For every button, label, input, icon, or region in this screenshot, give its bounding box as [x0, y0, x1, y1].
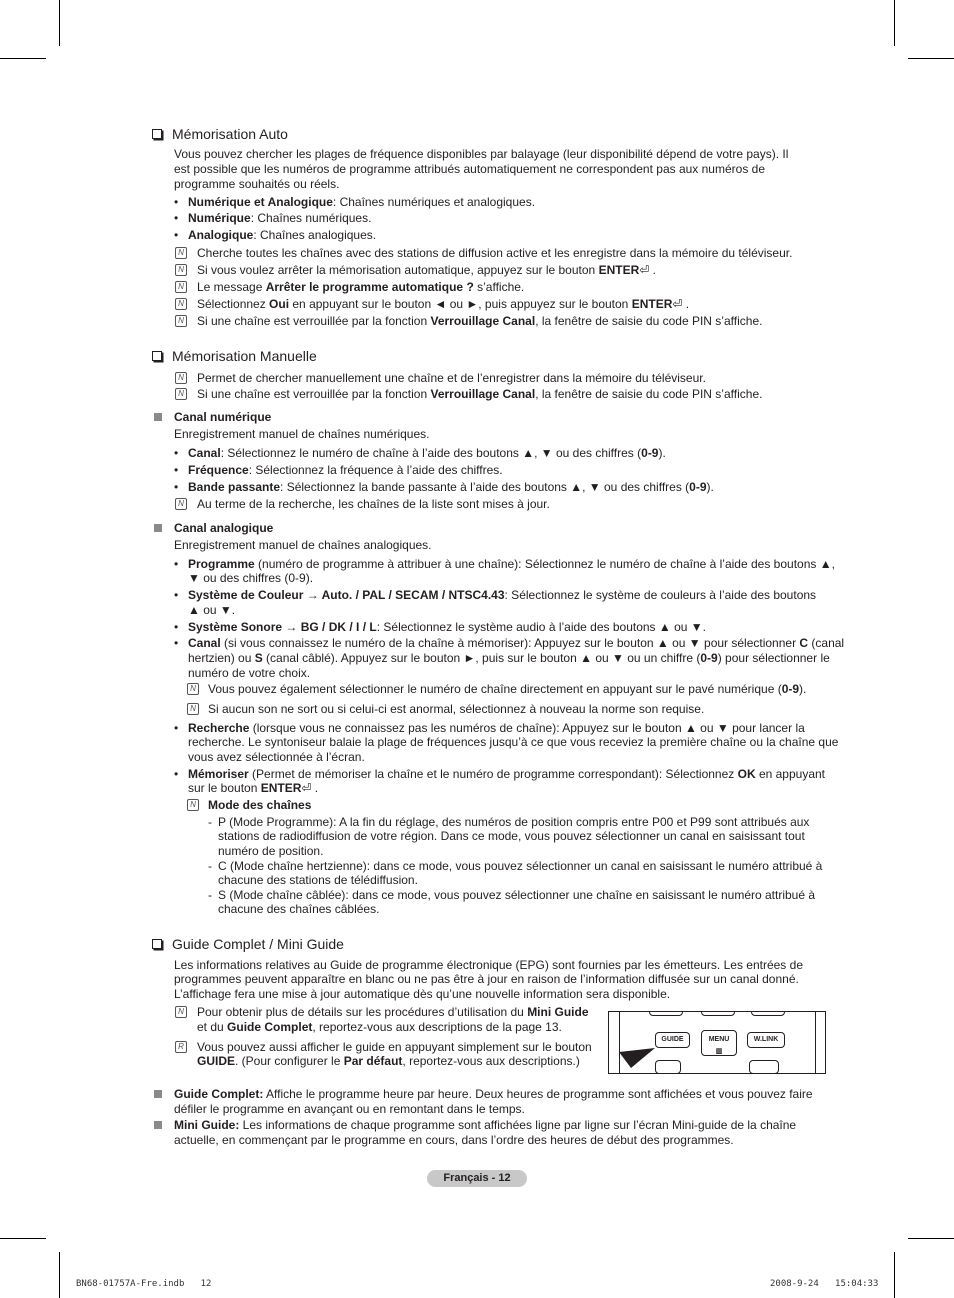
crop-mark [0, 58, 46, 59]
digital-bullet: • Fréquence: Sélectionnez la fréquence à l’aide des chiffres. [188, 463, 503, 478]
auto-note: Si vous voulez arrêter la mémorisation automatique, appuyez sur le bouton ENTER⏎ . [197, 263, 656, 277]
analog-text: recherche. Le syntoniseur balaie la plage de fréquences jusqu’à ce que vous receviez la première chaîne ou la chaîne que [188, 735, 839, 749]
mini-guide-text: actuelle, en commençant par le programme en cours, dans l’ordre des heures de début des programmes. [174, 1133, 734, 1147]
remote-body-right [815, 1011, 822, 1074]
remote-illustration [608, 1011, 826, 1074]
note-icon: N [187, 703, 199, 715]
menu-icon: ▥ [715, 1048, 723, 1055]
mode-dash: - [208, 888, 212, 902]
section-title-guide: Guide Complet / Mini Guide [152, 936, 344, 952]
note-icon: N [175, 247, 187, 259]
remote-note-icon: R [175, 1041, 187, 1053]
analog-desc: Enregistrement manuel de chaînes analogiques. [174, 538, 432, 552]
checkbox-square-icon [152, 129, 162, 139]
note-icon: N [175, 388, 187, 400]
mode-text: P (Mode Programme): A la fin du réglage, des numéros de position compris entre P00 et P99 sont attribués aux [218, 815, 810, 829]
mode-text: chacune des chaînes câblées. [218, 902, 380, 916]
auto-note: Cherche toutes les chaînes avec des stations de diffusion active et les enregistre dans la mémoire du téléviseur. [197, 246, 793, 260]
analog-title: Canal analogique [174, 521, 274, 535]
note-icon: N [175, 315, 187, 327]
digital-bullet: • Bande passante: Sélectionnez la bande passante à l’aide des boutons ▲, ▼ ou des chiffres (0-9). [188, 480, 714, 495]
guide-text: L’affichage fera une mise à jour automatique dès qu’une nouvelle information sera disponible. [174, 987, 671, 1001]
menu-button: MENU ▥ [701, 1030, 737, 1056]
guide-note: Pour obtenir plus de détails sur les procédures d’utilisation du Mini Guide [197, 1005, 589, 1019]
remote-button-top [751, 1011, 785, 1016]
analog-text: numéro de votre choix. [188, 666, 311, 680]
auto-note: Le message Arrêter le programme automatique ? s’affiche. [197, 280, 525, 294]
checkbox-square-icon [152, 351, 162, 361]
analog-text: ▲ ou ▼. [188, 603, 236, 617]
note-icon: N [187, 683, 199, 695]
guide-note: GUIDE. (Pour configurer le Par défaut, reportez-vous aux descriptions.) [197, 1054, 580, 1068]
crop-mark [908, 58, 954, 59]
guide-text: Les informations relatives au Guide de programme électronique (EPG) sont fournies par les émetteurs. Les entrées de [174, 958, 803, 972]
crop-mark [908, 1238, 954, 1239]
mode-dash: - [208, 815, 212, 829]
crop-mark [59, 1252, 60, 1298]
guide-button: GUIDE [655, 1032, 690, 1048]
note-icon: N [187, 799, 199, 811]
analog-note: Vous pouvez également sélectionner le numéro de chaîne directement en appuyant sur le pavé numérique (0-9). [208, 682, 807, 696]
auto-note: Si une chaîne est verrouillée par la fonction Verrouillage Canal, la fenêtre de saisie du code PIN s’affiche. [197, 314, 763, 328]
crop-mark [894, 1252, 895, 1298]
digital-bullet: • Canal: Sélectionnez le numéro de chaîne à l’aide des boutons ▲, ▼ ou des chiffres (0-9). [188, 446, 666, 461]
guide-note: et du Guide Complet, reportez-vous aux descriptions de la page 13. [197, 1020, 562, 1034]
analog-bullet: • Recherche (lorsque vous ne connaissez pas les numéros de chaîne): Appuyez sur le bouton ▲ ou ▼ pour lancer la [188, 721, 805, 736]
analog-text: sur le bouton ENTER⏎ . [188, 781, 319, 795]
digital-title: Canal numérique [174, 410, 272, 424]
section-title-auto: Mémorisation Auto [152, 126, 288, 142]
slug-right: 2008-9-24 15:04:33 [770, 1279, 879, 1289]
section-title-manual: Mémorisation Manuelle [152, 348, 317, 364]
crop-mark [59, 0, 60, 46]
note-icon: N [175, 498, 187, 510]
enter-icon: ⏎ [672, 297, 683, 311]
guide-complet-text: Guide Complet: Affiche le programme heure par heure. Deux heures de programme sont affichées et vous pouvez faire [174, 1087, 813, 1101]
auto-bullet: • Numérique: Chaînes numériques. [188, 211, 371, 226]
guide-text: programmes peuvent apparaître en blanc ou ne pas être à jour en raison de l’information diffusée sur un canal donné. [174, 972, 799, 986]
note-icon: N [175, 281, 187, 293]
auto-note: Sélectionnez Oui en appuyant sur le bouton ◄ ou ►, puis appuyez sur le bouton ENTER⏎ . [197, 297, 690, 311]
mode-text: C (Mode chaîne hertzienne): dans ce mode, vous pouvez sélectionner un canal en saisissant le numéro attribué à [218, 859, 823, 873]
analog-text: hertzien) ou S (canal câblé). Appuyez sur le bouton ►, puis sur le bouton ▲ ou ▼ ou un chiffre (0-9) pour sélectionner le [188, 651, 830, 665]
auto-bullet: • Numérique et Analogique: Chaînes numériques et analogiques. [188, 195, 535, 210]
digital-note: Au terme de la recherche, les chaînes de la liste sont mises à jour. [197, 497, 550, 511]
manual-note: Permet de chercher manuellement une chaîne et de l’enregistrer dans la mémoire du téléviseur. [197, 371, 706, 385]
auto-bullet: • Analogique: Chaînes analogiques. [188, 228, 376, 243]
note-icon: N [175, 372, 187, 384]
analog-note: Si aucun son ne sort ou si celui-ci est anormal, sélectionnez à nouveau la norme son requise. [208, 702, 705, 716]
page-number-label: Français - 12 [427, 1170, 527, 1187]
mode-dash: - [208, 859, 212, 873]
square-bullet-icon [154, 413, 162, 421]
enter-icon: ⏎ [639, 263, 650, 277]
wlink-button: W.LINK [747, 1032, 785, 1048]
manual-note: Si une chaîne est verrouillée par la fonction Verrouillage Canal, la fenêtre de saisie du code PIN s’affiche. [197, 387, 763, 401]
analog-bullet: • Canal (si vous connaissez le numéro de la chaîne à mémoriser): Appuyez sur le bouton ▲ ou ▼ pour sélectionner C (canal [188, 636, 844, 651]
enter-icon: ⏎ [301, 781, 312, 795]
checkbox-square-icon [152, 939, 162, 949]
analog-text: ▼ ou des chiffres (0-9). [188, 571, 314, 585]
pointer-arrow-icon [617, 1038, 657, 1070]
mini-guide-text: Mini Guide: Les informations de chaque programme sont affichées ligne par ligne sur l’écran Mini-guide de la chaîne [174, 1118, 797, 1132]
slug-left: BN68-01757A-Fre.indb 12 [76, 1279, 212, 1289]
analog-bullet: • Système de Couleur → Auto. / PAL / SECAM / NTSC4.43: Sélectionnez le système de couleurs à l’aide des boutons [188, 588, 816, 603]
mode-text: stations de radiodiffusion de votre région. Dans ce mode, vous pouvez sélectionner un canal en saisissant tout [218, 829, 805, 843]
remote-button-top [649, 1011, 683, 1016]
crop-mark [0, 1238, 46, 1239]
auto-intro: Vous pouvez chercher les plages de fréquence disponibles par balayage (leur disponibilité dépend de votre pays). Il est possible que les numéros de programme attribués automatiquement ne correspondent pas aux numéros de programme souhaités ou réels. [174, 147, 789, 191]
remote-button-top [701, 1011, 735, 1016]
remote-button-bottom [749, 1060, 779, 1074]
remote-button-bottom [655, 1060, 681, 1074]
analog-bullet: • Système Sonore → BG / DK / I / L: Sélectionnez le système audio à l’aide des boutons ▲ ou ▼. [188, 620, 706, 635]
guide-complet-text: défiler le programme en avançant ou en remontant dans le temps. [174, 1102, 525, 1116]
analog-text: vous avez sélectionnée à l’écran. [188, 750, 365, 764]
mode-title: Mode des chaînes [208, 798, 312, 812]
square-bullet-icon [154, 1090, 162, 1098]
square-bullet-icon [154, 1121, 162, 1129]
mode-text: numéro de position. [218, 844, 324, 858]
mode-text: S (Mode chaîne câblée): dans ce mode, vous pouvez sélectionner une chaîne en saisissant le numéro attribué à [218, 888, 816, 902]
guide-note: Vous pouvez aussi afficher le guide en appuyant simplement sur le bouton [197, 1040, 592, 1054]
note-icon: N [175, 264, 187, 276]
digital-desc: Enregistrement manuel de chaînes numériques. [174, 427, 430, 441]
analog-bullet: • Mémoriser (Permet de mémoriser la chaîne et le numéro de programme correspondant): Sélectionnez OK en appuyant [188, 767, 825, 782]
crop-mark [894, 0, 895, 46]
mode-text: chacune des stations de télédiffusion. [218, 873, 418, 887]
note-icon: N [175, 298, 187, 310]
square-bullet-icon [154, 524, 162, 532]
analog-bullet: • Programme (numéro de programme à attribuer à une chaîne): Sélectionnez le numéro de chaîne à l’aide des boutons ▲, [188, 557, 835, 572]
note-icon: N [175, 1006, 187, 1018]
